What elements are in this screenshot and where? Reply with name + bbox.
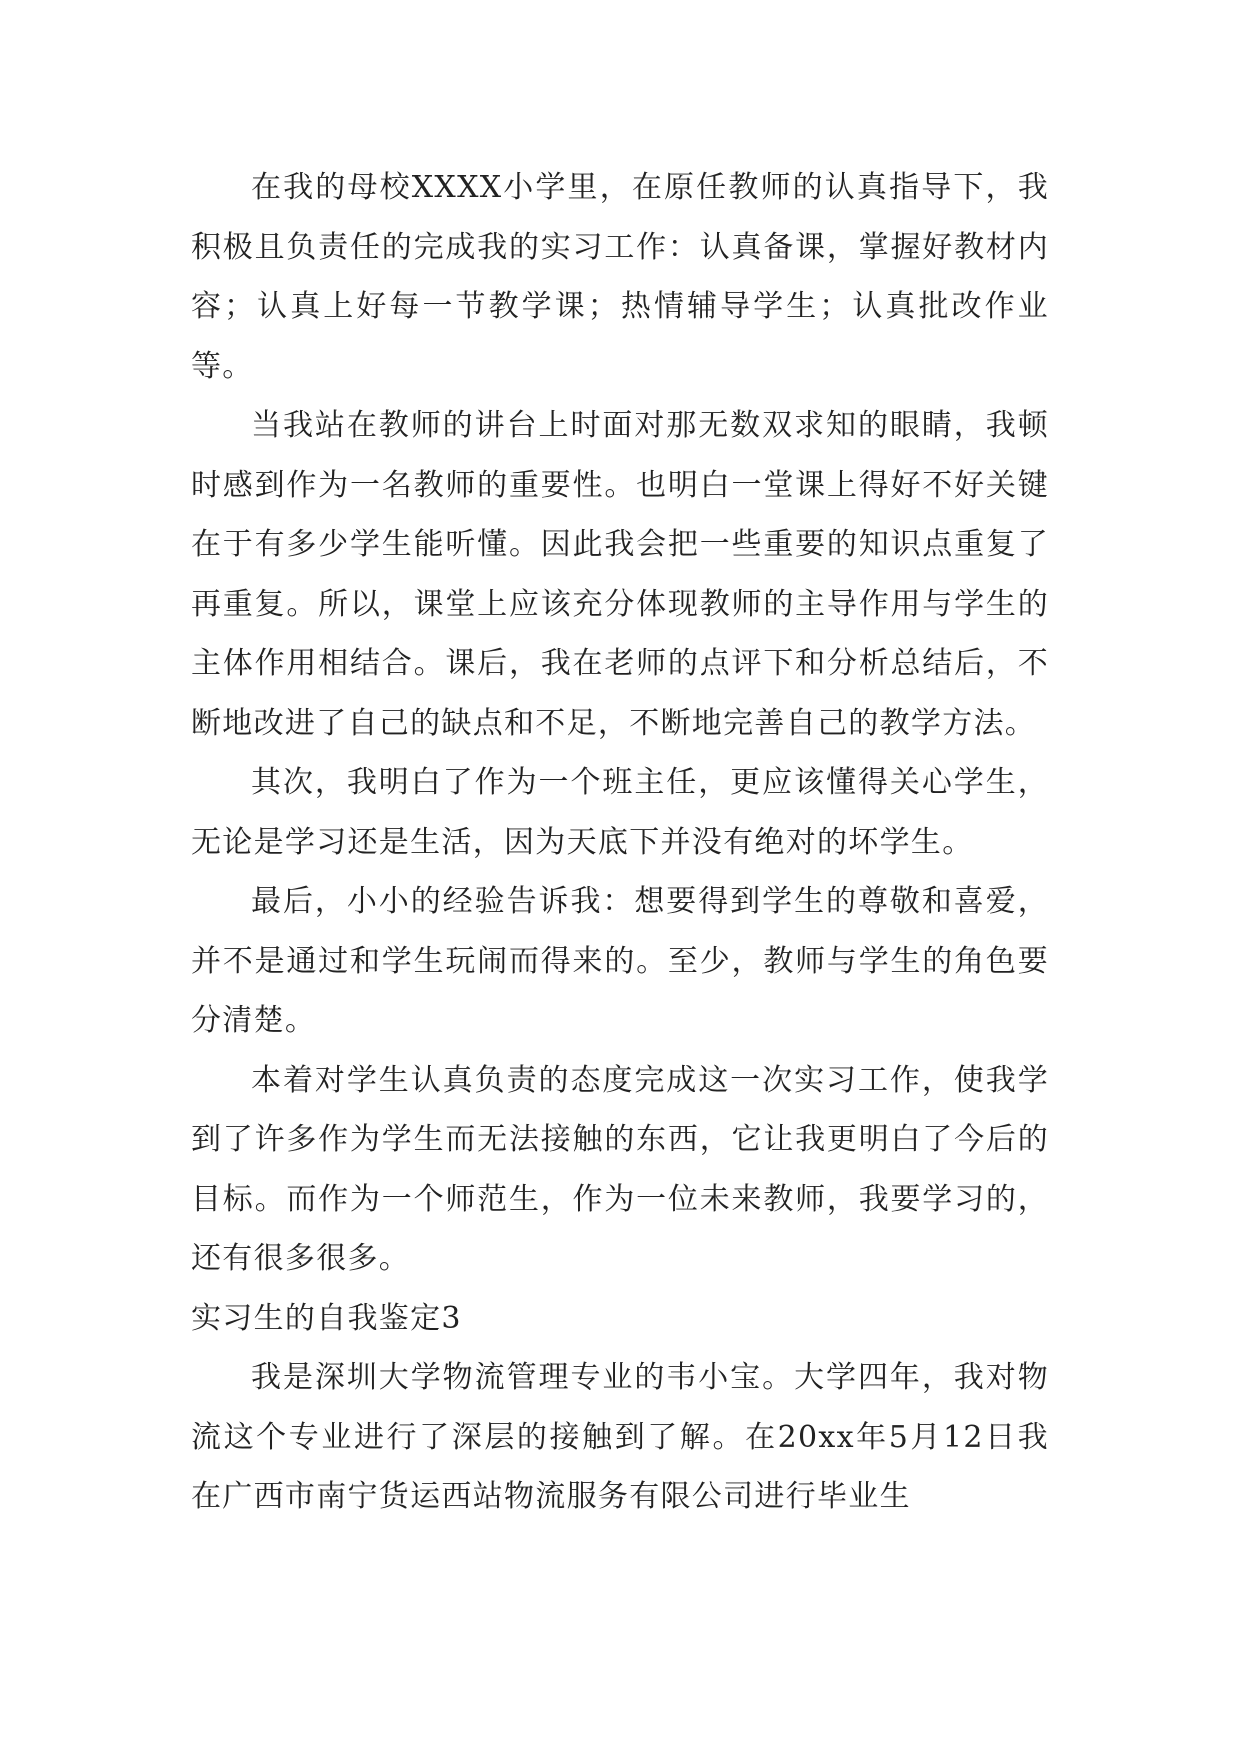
paragraph-logistics-intro: 我是深圳大学物流管理专业的韦小宝。大学四年，我对物流这个专业进行了深层的接触到了解。在20xx年5月12日我在广西市南宁货运西站物流服务有限公司进行毕业生	[191, 1360, 1049, 1514]
paragraph-conclusion: 本着对学生认真负责的态度完成这一次实习工作，使我学到了许多作为学生而无法接触的东西，它让我更明白了今后的目标。而作为一个师范生，作为一位未来教师，我要学习的，还有很多很多。	[191, 1062, 1049, 1276]
section-heading: 实习生的自我鉴定3	[191, 1300, 462, 1336]
paragraph-class-teacher: 其次，我明白了作为一个班主任，更应该懂得关心学生，无论是学习还是生活，因为天底下并没有绝对的坏学生。	[191, 765, 1049, 860]
paragraph-experience: 最后，小小的经验告诉我：想要得到学生的尊敬和喜爱，并不是通过和学生玩闹而得来的。至少，教师与学生的角色要分清楚。	[191, 884, 1049, 1038]
document-body	[191, 158, 1049, 1527]
paragraph-mentoring: 在我的母校XXXX小学里，在原任教师的认真指导下，我积极且负责任的完成我的实习工作：认真备课，掌握好教材内容；认真上好每一节教学课；热情辅导学生；认真批改作业等。	[191, 170, 1049, 384]
paragraph-teaching-reflection: 当我站在教师的讲台上时面对那无数双求知的眼睛，我顿时感到作为一名教师的重要性。也明白一堂课上得好不好关键在于有多少学生能听懂。因此我会把一些重要的知识点重复了再重复。所以，课堂上应该充分体现教师的主导作用与学生的主体作用相结合。课后，我在老师的点评下和分析总结后，不断地改进了自己的缺点和不足，不断地完善自己的教学方法。	[191, 408, 1049, 741]
